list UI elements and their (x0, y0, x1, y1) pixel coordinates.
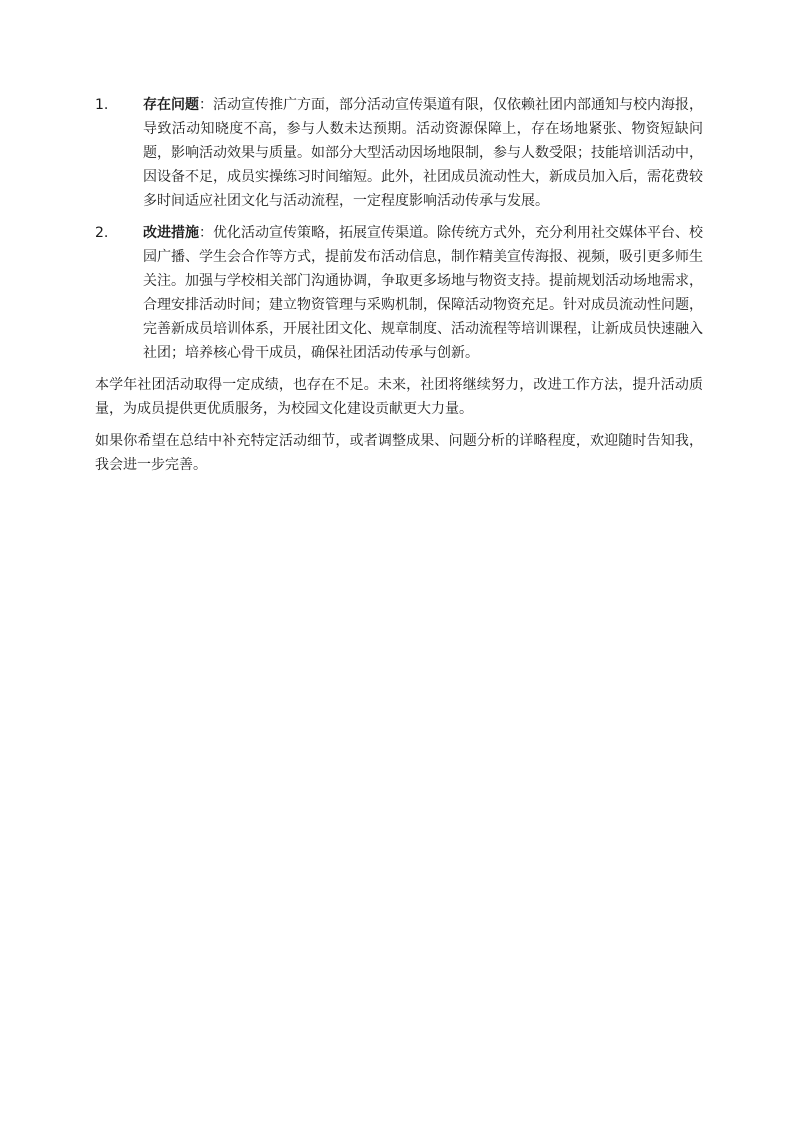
list-item-body (143, 221, 703, 365)
list-number: 2. (95, 225, 109, 241)
list-item-lead: 存在问题 (143, 97, 199, 113)
list-number: 1. (95, 97, 109, 113)
list-item-text: ：活动宣传推广方面，部分活动宣传渠道有限，仅依赖社团内部通知与校内海报，导致活动知晓度不高，参与人数未达预期。活动资源保障上，存在场地紧张、物资短缺问题，影响活动效果与质量。如部分大型活动因场地限制，参与人数受限；技能培训活动中，因设备不足，成员实操练习时间缩短。此外，社团成员流动性大，新成员加入后，需花费较多时间适应社团文化与活动流程，一定程度影响活动传承与发展。 (143, 97, 703, 209)
document-content (95, 93, 703, 485)
list-item-lead: 改进措施 (143, 225, 199, 241)
followup-paragraph: 如果你希望在总结中补充特定活动细节，或者调整成果、问题分析的详略程度，欢迎随时告知我，我会进一步完善。 (95, 433, 703, 473)
list-item-body (143, 93, 703, 213)
list-item-improvements (95, 221, 703, 365)
list-item-text: ：优化活动宣传策略，拓展宣传渠道。除传统方式外，充分利用社交媒体平台、校园广播、学生会合作等方式，提前发布活动信息，制作精美宣传海报、视频，吸引更多师生关注。加强与学校相关部门沟通协调，争取更多场地与物资支持。提前规划活动场地需求，合理安排活动时间；建立物资管理与采购机制，保障活动物资充足。针对成员流动性问题，完善新成员培训体系，开展社团文化、规章制度、活动流程等培训课程，让新成员快速融入社团；培养核心骨干成员，确保社团活动传承与创新。 (143, 225, 703, 361)
list-item-problems (95, 93, 703, 213)
conclusion-paragraph: 本学年社团活动取得一定成绩，也存在不足。未来，社团将继续努力，改进工作方法，提升活动质量，为成员提供更优质服务，为校园文化建设贡献更大力量。 (95, 377, 703, 417)
